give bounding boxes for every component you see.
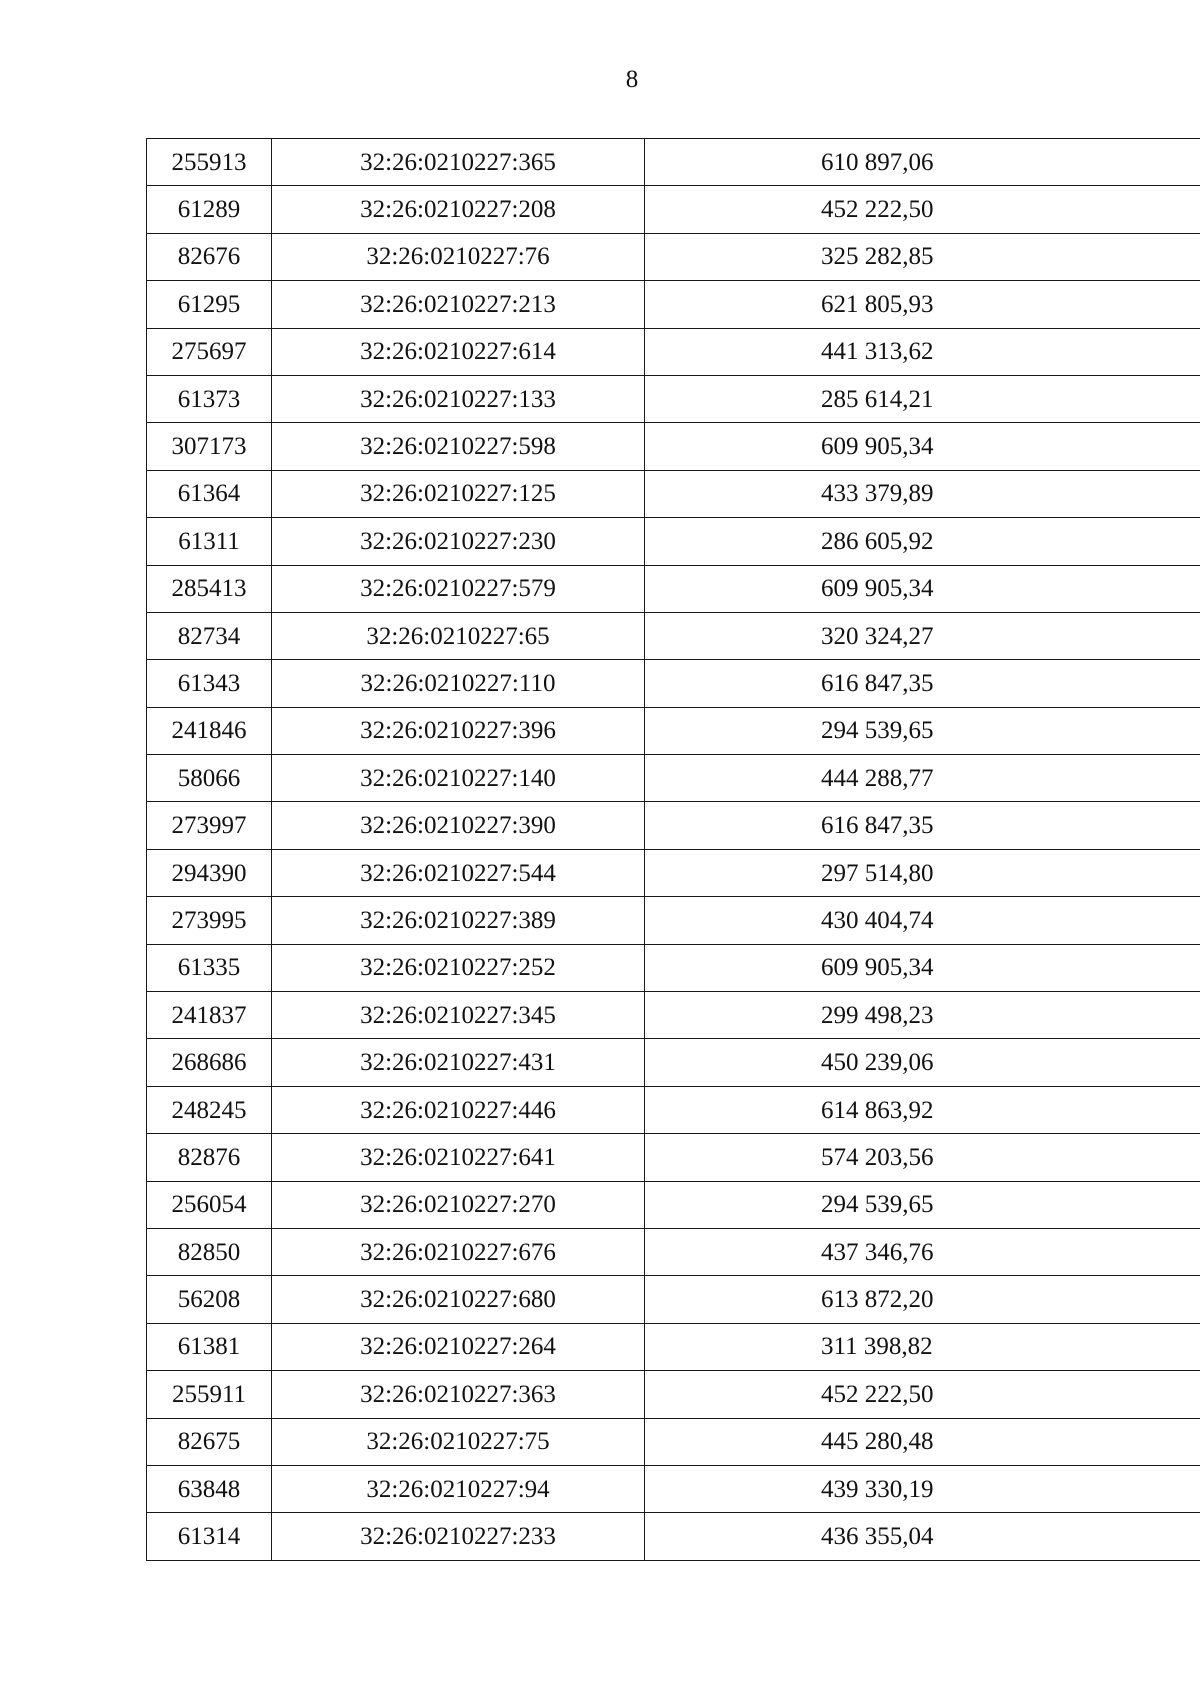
object-id-cell: 307173 <box>147 423 272 470</box>
cadastral-value-cell: 441 313,62 <box>645 328 1200 375</box>
object-id-cell: 82675 <box>147 1418 272 1465</box>
cadastral-number-cell: 32:26:0210227:345 <box>272 992 645 1039</box>
cadastral-value-cell: 614 863,92 <box>645 1086 1200 1133</box>
table-row <box>147 944 1200 991</box>
table-row <box>147 1039 1200 1086</box>
object-id-cell: 248245 <box>147 1086 272 1133</box>
table-row <box>147 328 1200 375</box>
object-id-cell: 255911 <box>147 1371 272 1418</box>
table-row <box>147 755 1200 802</box>
table-row <box>147 375 1200 422</box>
cadastral-value-cell: 616 847,35 <box>645 660 1200 707</box>
cadastral-number-cell: 32:26:0210227:390 <box>272 802 645 849</box>
cadastral-number-cell: 32:26:0210227:213 <box>272 281 645 328</box>
cadastral-value-cell: 616 847,35 <box>645 802 1200 849</box>
cadastral-number-cell: 32:26:0210227:125 <box>272 470 645 517</box>
cadastral-number-cell: 32:26:0210227:208 <box>272 186 645 233</box>
table-row <box>147 897 1200 944</box>
object-id-cell: 61343 <box>147 660 272 707</box>
table-row <box>147 1181 1200 1228</box>
cadastral-value-cell: 433 379,89 <box>645 470 1200 517</box>
object-id-cell: 61381 <box>147 1323 272 1370</box>
cadastral-number-cell: 32:26:0210227:641 <box>272 1134 645 1181</box>
cadastral-number-cell: 32:26:0210227:680 <box>272 1276 645 1323</box>
cadastral-value-cell: 445 280,48 <box>645 1418 1200 1465</box>
cadastral-number-cell: 32:26:0210227:579 <box>272 565 645 612</box>
object-id-cell: 61335 <box>147 944 272 991</box>
cadastral-number-cell: 32:26:0210227:365 <box>272 139 645 186</box>
table-row <box>147 1323 1200 1370</box>
table-row <box>147 1513 1200 1560</box>
object-id-cell: 255913 <box>147 139 272 186</box>
table-body <box>147 139 1200 1561</box>
cadastral-number-cell: 32:26:0210227:446 <box>272 1086 645 1133</box>
object-id-cell: 58066 <box>147 755 272 802</box>
table-row <box>147 1371 1200 1418</box>
object-id-cell: 241846 <box>147 707 272 754</box>
cadastral-value-cell: 285 614,21 <box>645 375 1200 422</box>
cadastral-value-cell: 613 872,20 <box>645 1276 1200 1323</box>
object-id-cell: 63848 <box>147 1465 272 1512</box>
cadastral-value-cell: 452 222,50 <box>645 186 1200 233</box>
object-id-cell: 275697 <box>147 328 272 375</box>
cadastral-value-cell: 294 539,65 <box>645 1181 1200 1228</box>
table-row <box>147 1228 1200 1275</box>
table-row <box>147 802 1200 849</box>
table-row <box>147 518 1200 565</box>
cadastral-number-cell: 32:26:0210227:676 <box>272 1228 645 1275</box>
cadastral-value-cell: 609 905,34 <box>645 944 1200 991</box>
object-id-cell: 294390 <box>147 849 272 896</box>
table-row <box>147 1418 1200 1465</box>
cadastral-number-cell: 32:26:0210227:544 <box>272 849 645 896</box>
table-row <box>147 1134 1200 1181</box>
table-row <box>147 470 1200 517</box>
cadastral-number-cell: 32:26:0210227:133 <box>272 375 645 422</box>
cadastral-number-cell: 32:26:0210227:65 <box>272 612 645 659</box>
object-id-cell: 268686 <box>147 1039 272 1086</box>
table-row <box>147 281 1200 328</box>
cadastral-number-cell: 32:26:0210227:431 <box>272 1039 645 1086</box>
cadastral-number-cell: 32:26:0210227:363 <box>272 1371 645 1418</box>
cadastral-value-cell: 437 346,76 <box>645 1228 1200 1275</box>
table-row <box>147 707 1200 754</box>
cadastral-number-cell: 32:26:0210227:75 <box>272 1418 645 1465</box>
cadastral-number-cell: 32:26:0210227:396 <box>272 707 645 754</box>
object-id-cell: 61314 <box>147 1513 272 1560</box>
object-id-cell: 61295 <box>147 281 272 328</box>
table-row <box>147 565 1200 612</box>
cadastral-value-cell: 621 805,93 <box>645 281 1200 328</box>
cadastral-number-cell: 32:26:0210227:230 <box>272 518 645 565</box>
cadastral-number-cell: 32:26:0210227:598 <box>272 423 645 470</box>
table-row <box>147 612 1200 659</box>
object-id-cell: 82676 <box>147 233 272 280</box>
object-id-cell: 82876 <box>147 1134 272 1181</box>
object-id-cell: 285413 <box>147 565 272 612</box>
object-id-cell: 241837 <box>147 992 272 1039</box>
cadastral-value-cell: 299 498,23 <box>645 992 1200 1039</box>
cadastral-number-cell: 32:26:0210227:614 <box>272 328 645 375</box>
cadastral-number-cell: 32:26:0210227:110 <box>272 660 645 707</box>
cadastral-value-cell: 609 905,34 <box>645 423 1200 470</box>
cadastral-number-cell: 32:26:0210227:264 <box>272 1323 645 1370</box>
cadastral-value-cell: 294 539,65 <box>645 707 1200 754</box>
cadastral-value-cell: 430 404,74 <box>645 897 1200 944</box>
cadastral-value-cell: 609 905,34 <box>645 565 1200 612</box>
cadastral-value-cell: 325 282,85 <box>645 233 1200 280</box>
table-row <box>147 1276 1200 1323</box>
cadastral-value-cell: 450 239,06 <box>645 1039 1200 1086</box>
cadastral-value-cell: 452 222,50 <box>645 1371 1200 1418</box>
object-id-cell: 61311 <box>147 518 272 565</box>
cadastral-number-cell: 32:26:0210227:140 <box>272 755 645 802</box>
cadastral-number-cell: 32:26:0210227:76 <box>272 233 645 280</box>
object-id-cell: 256054 <box>147 1181 272 1228</box>
cadastral-number-cell: 32:26:0210227:389 <box>272 897 645 944</box>
table-row <box>147 849 1200 896</box>
cadastral-value-cell: 444 288,77 <box>645 755 1200 802</box>
object-id-cell: 273995 <box>147 897 272 944</box>
object-id-cell: 82850 <box>147 1228 272 1275</box>
table-row <box>147 186 1200 233</box>
cadastral-value-cell: 286 605,92 <box>645 518 1200 565</box>
page-number: 8 <box>625 66 639 93</box>
cadastral-value-table <box>146 138 1200 1561</box>
table-row <box>147 233 1200 280</box>
table-row <box>147 992 1200 1039</box>
cadastral-value-cell: 297 514,80 <box>645 849 1200 896</box>
object-id-cell: 61373 <box>147 375 272 422</box>
cadastral-value-cell: 436 355,04 <box>645 1513 1200 1560</box>
cadastral-value-cell: 311 398,82 <box>645 1323 1200 1370</box>
table-row <box>147 423 1200 470</box>
cadastral-number-cell: 32:26:0210227:252 <box>272 944 645 991</box>
cadastral-number-cell: 32:26:0210227:233 <box>272 1513 645 1560</box>
cadastral-number-cell: 32:26:0210227:94 <box>272 1465 645 1512</box>
table-row <box>147 660 1200 707</box>
cadastral-value-cell: 574 203,56 <box>645 1134 1200 1181</box>
object-id-cell: 61364 <box>147 470 272 517</box>
object-id-cell: 273997 <box>147 802 272 849</box>
cadastral-number-cell: 32:26:0210227:270 <box>272 1181 645 1228</box>
object-id-cell: 56208 <box>147 1276 272 1323</box>
cadastral-value-cell: 439 330,19 <box>645 1465 1200 1512</box>
object-id-cell: 61289 <box>147 186 272 233</box>
cadastral-value-cell: 320 324,27 <box>645 612 1200 659</box>
table-row <box>147 139 1200 186</box>
table-row <box>147 1086 1200 1133</box>
object-id-cell: 82734 <box>147 612 272 659</box>
cadastral-value-cell: 610 897,06 <box>645 139 1200 186</box>
table-row <box>147 1465 1200 1512</box>
